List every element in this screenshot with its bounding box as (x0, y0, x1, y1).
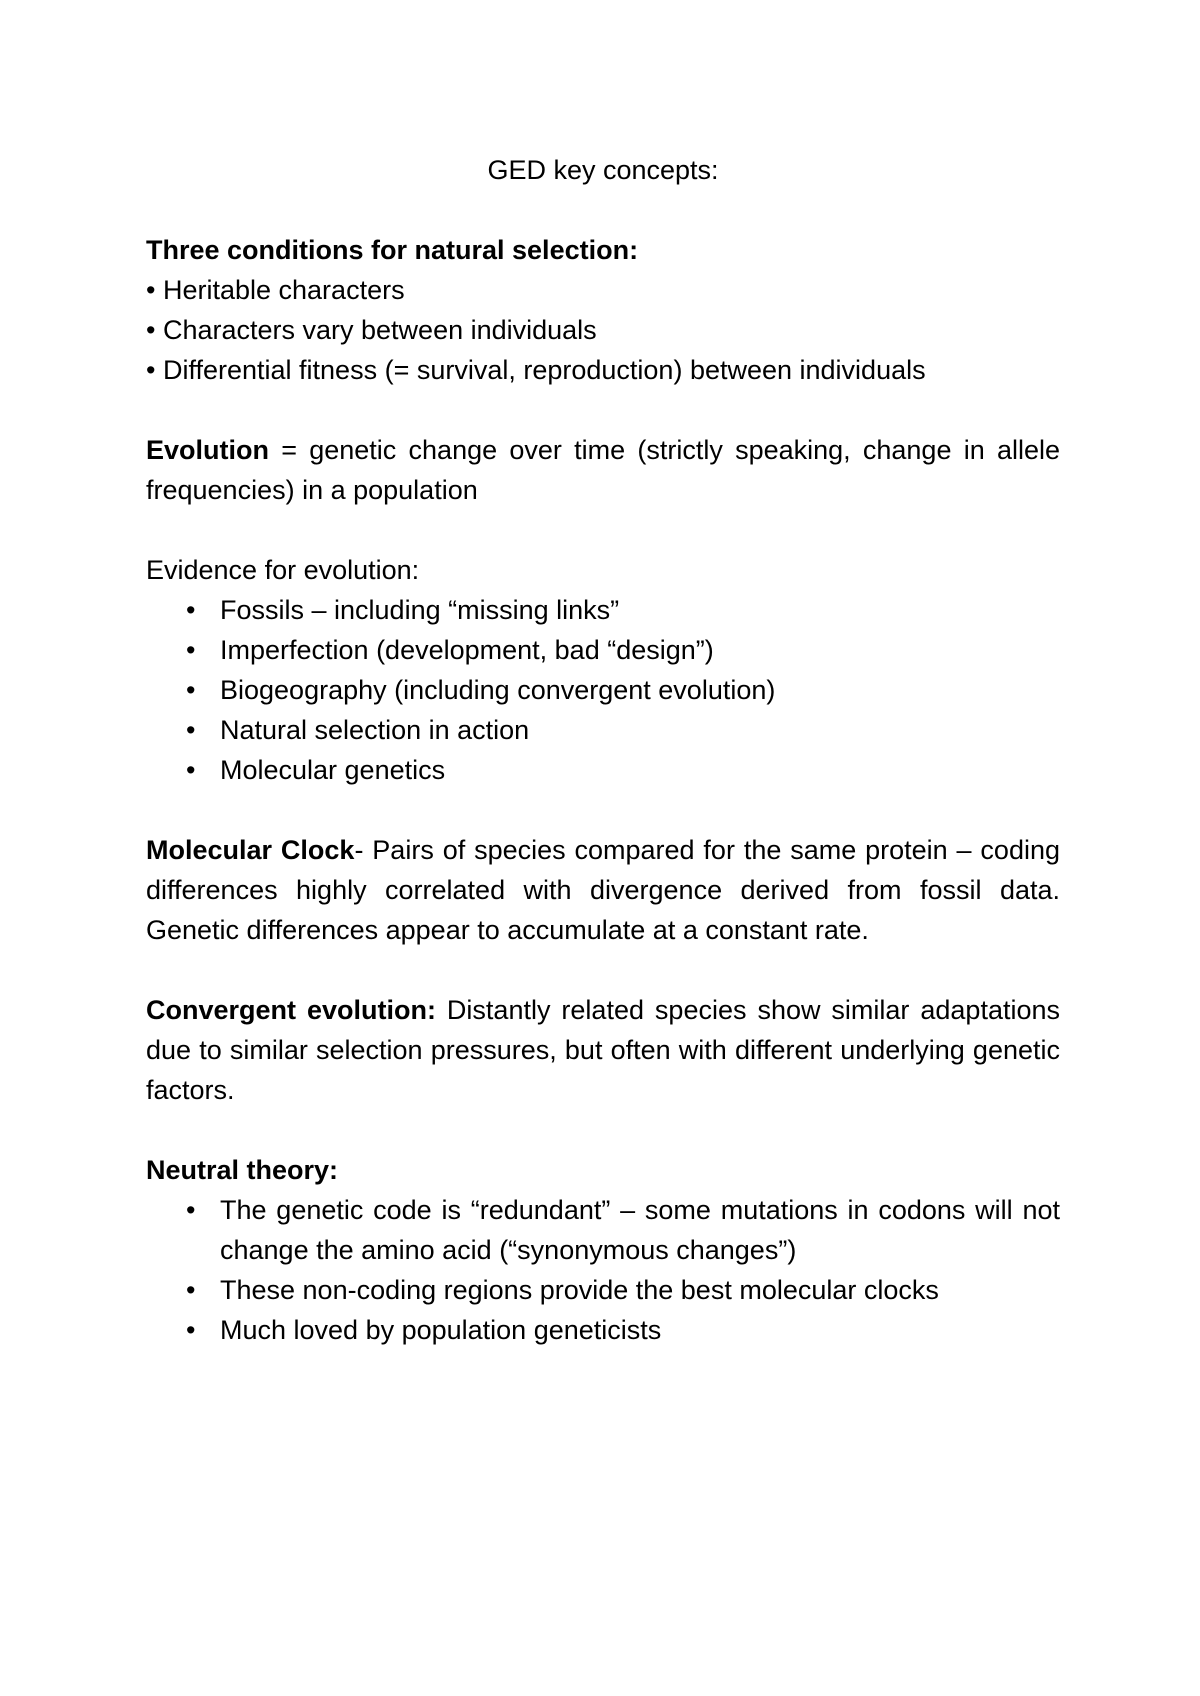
neutral-theory-heading: Neutral theory: (146, 1155, 339, 1185)
evolution-definition-paragraph (146, 430, 1060, 510)
neutral-theory-item (146, 1190, 1060, 1270)
evidence-list (146, 590, 1060, 790)
natural-selection-item (146, 310, 1060, 350)
evolution-definition: = genetic change over time (strictly speaking, change in allele frequencies) in a population (146, 435, 1060, 505)
evidence-item-text: Biogeography (including convergent evolution) (220, 675, 776, 705)
bullet-icon: • (186, 1275, 196, 1305)
neutral-theory-item-text: These non-coding regions provide the best molecular clocks (220, 1275, 939, 1305)
bullet-icon: • (186, 1315, 196, 1345)
evidence-item-text: Molecular genetics (220, 755, 446, 785)
evidence-item (146, 590, 1060, 630)
bullet-icon: • (186, 635, 196, 665)
bullet-icon: • (186, 595, 196, 625)
convergent-evolution-paragraph (146, 990, 1060, 1110)
bullet-icon: • (186, 675, 196, 705)
convergent-evolution-term: Convergent evolution: (146, 995, 436, 1025)
bullet-icon: • (146, 355, 156, 385)
neutral-theory-list (146, 1190, 1060, 1350)
document-title: GED key concepts: (487, 155, 719, 185)
bullet-icon: • (146, 315, 156, 345)
bullet-icon: • (186, 715, 196, 745)
bullet-icon: • (186, 1195, 196, 1225)
evidence-item (146, 630, 1060, 670)
evidence-item-text: Imperfection (development, bad “design”) (220, 635, 714, 665)
bullet-icon: • (146, 275, 156, 305)
molecular-clock-term: Molecular Clock (146, 835, 355, 865)
convergent-evolution-definition: Distantly related species show similar adaptations due to similar selection pressures, but often with different underlying genetic factors. (146, 995, 1060, 1105)
document-content (146, 150, 1060, 1390)
molecular-clock-definition: - Pairs of species compared for the same protein – coding differences highly correlated with divergence derived from fossil data. Genetic differences appear to accumulate at a constant rate. (146, 835, 1060, 945)
neutral-theory-item-text: The genetic code is “redundant” – some mutations in codons will not change the amino acid (“synonymous changes”) (220, 1195, 1060, 1265)
evidence-heading: Evidence for evolution: (146, 555, 420, 585)
evolution-term: Evolution (146, 435, 269, 465)
natural-selection-item (146, 350, 1060, 390)
molecular-clock-paragraph (146, 830, 1060, 950)
neutral-theory-item (146, 1310, 1060, 1350)
evidence-section (146, 550, 1060, 790)
evidence-item-text: Natural selection in action (220, 715, 530, 745)
neutral-theory-item-text: Much loved by population geneticists (220, 1315, 662, 1345)
evidence-item-text: Fossils – including “missing links” (220, 595, 620, 625)
natural-selection-heading: Three conditions for natural selection: (146, 235, 639, 265)
neutral-theory-section (146, 1150, 1060, 1350)
evidence-item (146, 670, 1060, 710)
natural-selection-item (146, 270, 1060, 310)
evidence-item (146, 710, 1060, 750)
bullet-icon: • (186, 755, 196, 785)
natural-selection-section (146, 230, 1060, 390)
evidence-item (146, 750, 1060, 790)
neutral-theory-item (146, 1270, 1060, 1310)
natural-selection-item-text: Differential fitness (= survival, reproduction) between individuals (162, 355, 926, 385)
natural-selection-item-text: Heritable characters (162, 275, 405, 305)
natural-selection-item-text: Characters vary between individuals (162, 315, 597, 345)
